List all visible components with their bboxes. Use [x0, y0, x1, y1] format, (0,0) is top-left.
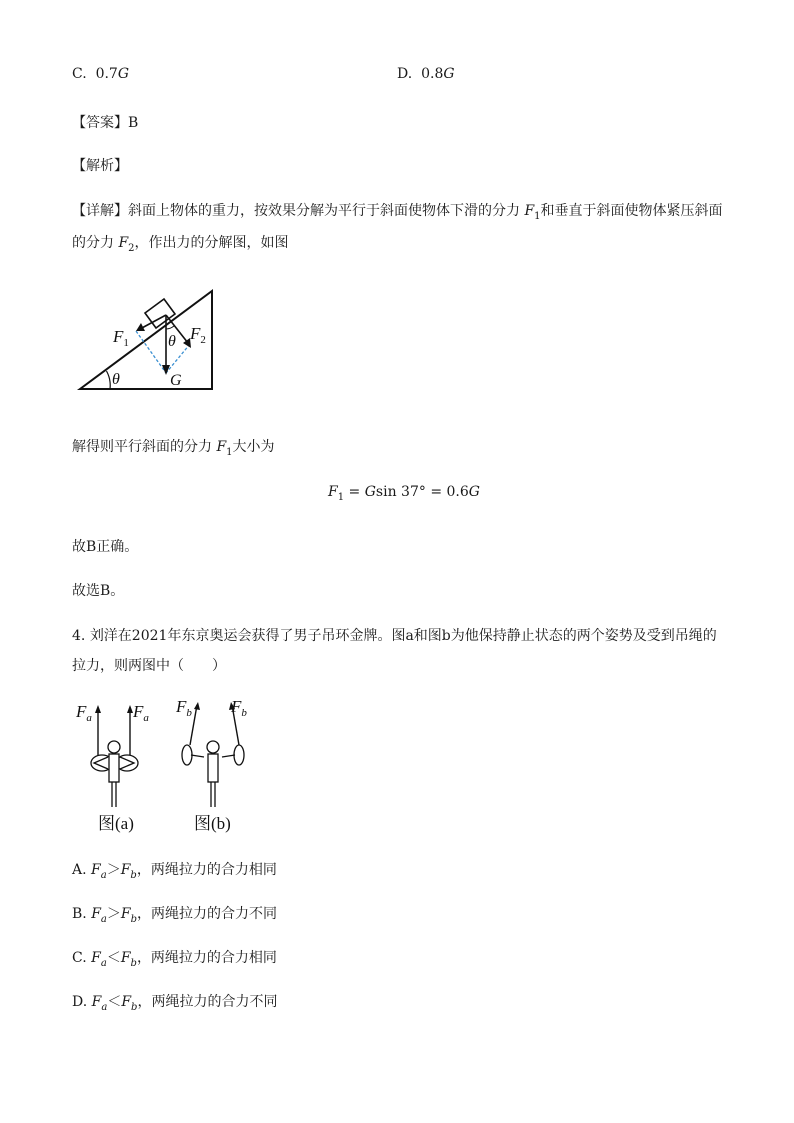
conclusion: 故B正确。: [72, 539, 139, 555]
answer-line: [72, 112, 138, 132]
choice-b[interactable]: B. $F_a>F_b$，两绳拉力的合力不同: [72, 906, 278, 925]
caption-b: 图(b): [194, 814, 231, 833]
incline-force-diagram: [78, 285, 218, 395]
answer-label: 【答案】: [72, 115, 128, 131]
choice-d[interactable]: D. $F_a<F_b$，两绳拉力的合力不同: [72, 994, 278, 1013]
fa-left-label: $F_a$: [76, 702, 92, 724]
option-c: C. 0.7G: [72, 66, 130, 82]
choose-line: 故选B。: [72, 583, 125, 599]
fb-left-label: $F_b$: [176, 697, 192, 719]
analysis-label: 【解析】: [72, 158, 128, 174]
f2-label: $F_2$: [190, 324, 206, 346]
detail-line-1: 【详解】斜面上物体的重力，按效果分解为平行于斜面使物体下滑的分力 $F_1$和垂直于斜面使物体紧压斜面: [72, 203, 723, 222]
caption-a: 图(a): [98, 814, 134, 833]
formula: $F_1 = Gsin$ 37° = 0.6G: [328, 484, 480, 503]
choice-a[interactable]: A. $F_a>F_b$，两绳拉力的合力相同: [72, 862, 277, 881]
rings-diagram: [70, 695, 260, 840]
answer-value: B: [128, 115, 139, 131]
option-d: D. 0.8G: [397, 66, 455, 82]
question-line-2: 拉力，则两图中（ ）: [72, 658, 226, 674]
question-line-1: 4. 刘洋在2021年东京奥运会获得了男子吊环金牌。图a和图b为他保持静止状态的两个姿势及受到吊绳的: [72, 628, 717, 644]
detail-line-2: 的分力 $F_2$，作出力的分解图，如图: [72, 235, 289, 254]
fa-right-label: $F_a$: [133, 702, 149, 724]
theta-base-label: θ: [112, 371, 120, 388]
fb-right-label: $F_b$: [231, 697, 247, 719]
theta-top-label: θ: [168, 333, 176, 350]
g-label: G: [170, 372, 182, 389]
solve-line: 解得则平行斜面的分力 $F_1$大小为: [72, 439, 275, 458]
choice-c[interactable]: C. $F_a<F_b$，两绳拉力的合力相同: [72, 950, 277, 969]
f1-label: $F_1$: [113, 327, 129, 349]
